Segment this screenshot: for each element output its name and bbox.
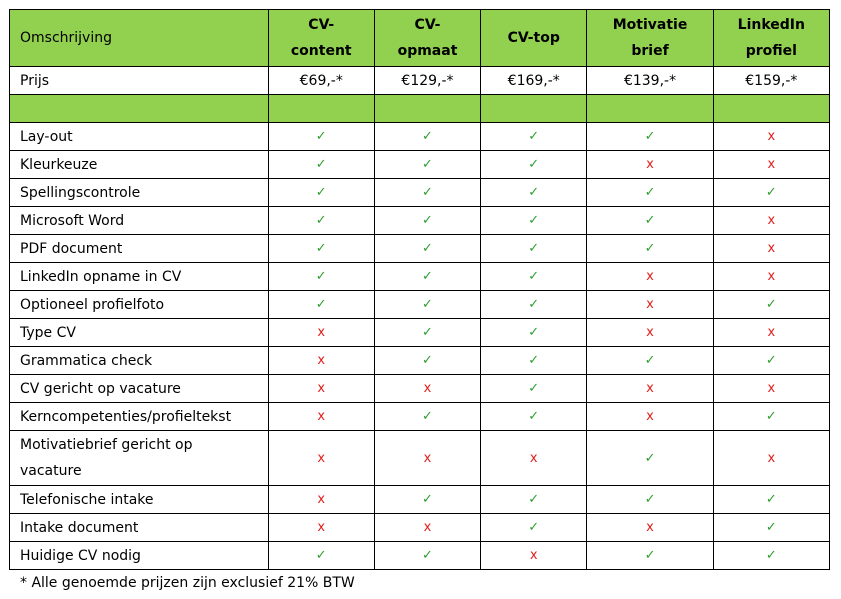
feature-label [10,431,269,486]
check-icon: ✓ [481,403,587,431]
cross-icon: x [713,263,829,291]
cross-icon: x [481,431,587,486]
check-icon: ✓ [713,179,829,207]
table-row [10,542,830,570]
check-icon: ✓ [481,235,587,263]
check-icon: ✓ [374,291,480,319]
check-icon: ✓ [587,347,713,375]
check-icon: ✓ [268,235,374,263]
feature-label: Kleurkeuze [10,151,269,179]
cross-icon: x [268,347,374,375]
table-row [10,151,830,179]
price-cv-top: €169,-* [481,67,587,95]
feature-label-line: vacature [20,463,82,479]
check-icon: ✓ [374,235,480,263]
cross-icon: x [587,514,713,542]
cross-icon: x [587,403,713,431]
green-spacer-row [10,95,830,123]
feature-label: Microsoft Word [10,207,269,235]
spacer-cell [481,95,587,123]
feature-label: Intake document [10,514,269,542]
table-row [10,207,830,235]
table-row [10,375,830,403]
check-icon: ✓ [481,347,587,375]
cross-icon: x [587,291,713,319]
cross-icon: x [713,207,829,235]
check-icon: ✓ [268,207,374,235]
spacer-cell [10,95,269,123]
check-icon: ✓ [481,319,587,347]
table-row [10,486,830,514]
cross-icon: x [374,431,480,486]
feature-label: Spellingscontrole [10,179,269,207]
header-cv-opmaat [374,10,480,67]
cross-icon: x [713,319,829,347]
table-row [10,319,830,347]
check-icon: ✓ [587,179,713,207]
header-line: opmaat [397,43,458,59]
cross-icon: x [268,319,374,347]
header-cv-top [481,10,587,67]
cross-icon: x [268,403,374,431]
check-icon: ✓ [374,123,480,151]
check-icon: ✓ [587,542,713,570]
check-icon: ✓ [374,486,480,514]
check-icon: ✓ [374,263,480,291]
check-icon: ✓ [268,151,374,179]
feature-label: Optioneel profielfoto [10,291,269,319]
table-row [10,347,830,375]
cross-icon: x [587,151,713,179]
check-icon: ✓ [481,179,587,207]
cross-icon: x [587,319,713,347]
header-line: Motivatie [612,17,688,33]
feature-label: Kerncompetenties/profieltekst [10,403,269,431]
table-row [10,403,830,431]
price-linkedin-profiel: €159,-* [713,67,829,95]
feature-label: LinkedIn opname in CV [10,263,269,291]
header-line: CV- [414,17,441,33]
check-icon: ✓ [587,235,713,263]
feature-label: Huidige CV nodig [10,542,269,570]
table-row [10,514,830,542]
table-header-row [10,10,830,67]
cross-icon: x [268,431,374,486]
table-row [10,263,830,291]
check-icon: ✓ [587,431,713,486]
table-row [10,235,830,263]
header-line: LinkedIn [737,17,805,33]
price-label: Prijs [10,67,269,95]
feature-label: Type CV [10,319,269,347]
header-line: CV-top [507,30,560,46]
header-line: content [290,43,352,59]
table-row [10,123,830,151]
cross-icon: x [268,375,374,403]
check-icon: ✓ [268,291,374,319]
cross-icon: x [713,375,829,403]
check-icon: ✓ [374,179,480,207]
price-row [10,67,830,95]
cross-icon: x [374,375,480,403]
check-icon: ✓ [481,207,587,235]
check-icon: ✓ [713,291,829,319]
check-icon: ✓ [587,123,713,151]
spacer-cell [587,95,713,123]
cross-icon: x [268,514,374,542]
check-icon: ✓ [713,486,829,514]
check-icon: ✓ [268,263,374,291]
feature-label: Telefonische intake [10,486,269,514]
check-icon: ✓ [713,542,829,570]
cross-icon: x [713,431,829,486]
vat-footnote: * Alle genoemde prijzen zijn exclusief 21% BTW [20,575,355,591]
spacer-cell [713,95,829,123]
check-icon: ✓ [587,207,713,235]
feature-label: PDF document [10,235,269,263]
check-icon: ✓ [481,291,587,319]
check-icon: ✓ [587,486,713,514]
header-line: brief [631,43,669,59]
header-line: CV- [308,17,335,33]
check-icon: ✓ [481,486,587,514]
feature-label: CV gericht op vacature [10,375,269,403]
feature-label: Grammatica check [10,347,269,375]
feature-label: Lay-out [10,123,269,151]
header-motivatie-brief [587,10,713,67]
table-row [10,431,830,486]
check-icon: ✓ [374,207,480,235]
cross-icon: x [268,486,374,514]
check-icon: ✓ [481,151,587,179]
check-icon: ✓ [481,123,587,151]
check-icon: ✓ [268,179,374,207]
cross-icon: x [374,514,480,542]
price-cv-opmaat: €129,-* [374,67,480,95]
spacer-cell [268,95,374,123]
cross-icon: x [713,151,829,179]
table-row [10,291,830,319]
price-cv-content: €69,-* [268,67,374,95]
check-icon: ✓ [268,542,374,570]
check-icon: ✓ [713,403,829,431]
spacer-cell [374,95,480,123]
check-icon: ✓ [481,514,587,542]
check-icon: ✓ [713,514,829,542]
cross-icon: x [713,123,829,151]
header-line: profiel [745,43,797,59]
check-icon: ✓ [481,263,587,291]
header-linkedin-profiel [713,10,829,67]
cross-icon: x [713,235,829,263]
check-icon: ✓ [374,151,480,179]
check-icon: ✓ [374,319,480,347]
cross-icon: x [587,375,713,403]
table-row [10,179,830,207]
price-motivatie-brief: €139,-* [587,67,713,95]
check-icon: ✓ [713,347,829,375]
check-icon: ✓ [268,123,374,151]
check-icon: ✓ [374,542,480,570]
header-omschrijving: Omschrijving [10,10,269,67]
cross-icon: x [481,542,587,570]
check-icon: ✓ [481,375,587,403]
feature-label-line: Motivatiebrief gericht op [20,437,193,453]
pricing-comparison-table [9,9,830,570]
cross-icon: x [587,263,713,291]
check-icon: ✓ [374,347,480,375]
header-cv-content [268,10,374,67]
check-icon: ✓ [374,403,480,431]
